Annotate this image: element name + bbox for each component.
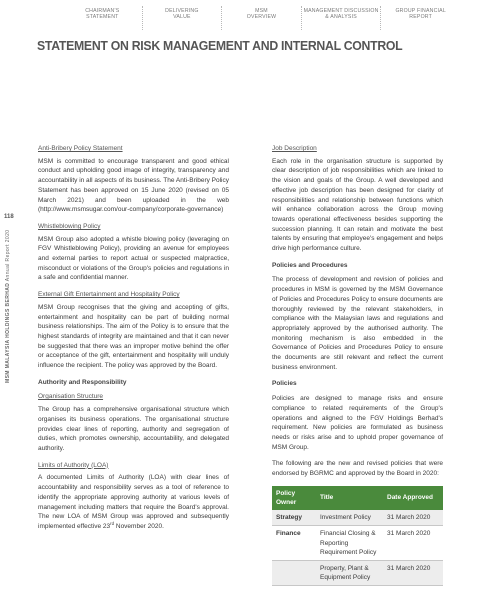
nav-item-line: MANAGEMENT DISCUSSION bbox=[303, 8, 379, 14]
column-header-title: Title bbox=[316, 486, 383, 510]
side-label-company: MSM MALAYSIA HOLDINGS BERHAD bbox=[5, 282, 11, 383]
policies-intro-text: The following are the new and revised policies that were endorsed by BGRMC and approved by the Board in 2020: bbox=[272, 460, 443, 478]
page-title: STATEMENT ON RISK MANAGEMENT AND INTERNAL CONTROL bbox=[37, 38, 403, 53]
loa-heading: Limits of Authority (LOA) bbox=[38, 461, 109, 469]
nav-item-management-discussion[interactable] bbox=[301, 6, 381, 30]
nav-item-line: REPORT bbox=[409, 14, 433, 21]
table-cell-owner: Finance bbox=[272, 526, 316, 561]
loa-text-tail: November 2020. bbox=[114, 522, 164, 530]
whistleblowing-heading: Whistleblowing Policy bbox=[38, 222, 101, 230]
loa-text-sup: rd bbox=[110, 520, 115, 526]
nav-item-line: & ANALYSIS bbox=[325, 14, 357, 21]
table-row bbox=[272, 526, 443, 561]
nav-item-group-financial-report[interactable] bbox=[380, 6, 460, 30]
column-header-date: Date Approved bbox=[383, 486, 443, 510]
nav-item-line: GROUP FINANCIAL bbox=[395, 8, 446, 14]
nav-item-line: CHAIRMAN'S bbox=[85, 8, 120, 14]
table-cell-date: 31 March 2020 bbox=[383, 561, 443, 586]
table-header-row bbox=[272, 486, 443, 510]
side-label bbox=[5, 230, 11, 383]
policies-procedures-heading: Policies and Procedures bbox=[272, 261, 348, 269]
nav-item-line: STATEMENT bbox=[86, 14, 119, 21]
anti-bribery-heading: Anti-Bribery Policy Statement bbox=[38, 145, 123, 152]
left-column bbox=[38, 144, 229, 539]
table-cell-owner: Strategy bbox=[272, 510, 316, 526]
entertainment-text: MSM Group recognises that the giving and accepting of gifts, entertainment and hospitality can be part of building normal business relationships. The aim of the Policy is to ensure that the highest standards of integrity are maintained and that it can never be suggested that there was an improper motive behind the offer or acceptance of the gift, entertainment and hospitality will unduly influence the recipient. The policy was approved by the Board. bbox=[38, 303, 229, 370]
table-cell-title: Investment Policy bbox=[316, 510, 383, 526]
table-cell-title: Property, Plant & Equipment Policy bbox=[316, 561, 383, 586]
organisation-structure-text: The Group has a comprehensive organisational structure which organises its business operations. The organisational structure provides clear lines of reporting, authority and segregation of duties, which promotes ownership, accountability, and delegated authority. bbox=[38, 406, 229, 452]
table-row bbox=[272, 510, 443, 526]
table-row bbox=[272, 561, 443, 586]
policies-heading: Policies bbox=[272, 380, 297, 388]
policies-text: Policies are designed to manage risks and ensure compliance to related requirements of the Group's operations and aligned to the FGV Holdings Berhad's requirement. New policies are formulated as business needs or risks arise and to uphold proper governance of MSM Group. bbox=[272, 395, 443, 451]
policies-table bbox=[272, 486, 443, 587]
column-header-owner: Policy Owner bbox=[272, 486, 316, 510]
nav-item-line: DELIVERING bbox=[165, 8, 199, 14]
nav-item-line: VALUE bbox=[173, 14, 191, 21]
nav-item-line: OVERVIEW bbox=[246, 14, 277, 21]
nav-item-msm-overview[interactable] bbox=[221, 6, 301, 30]
page-number: 118 bbox=[4, 214, 14, 220]
nav-item-chairmans-statement[interactable] bbox=[63, 6, 142, 30]
table-cell-owner bbox=[272, 561, 316, 586]
section-navigation bbox=[63, 6, 460, 30]
organisation-structure-heading: Organisation Structure bbox=[38, 393, 104, 401]
nav-item-line: MSM bbox=[255, 8, 268, 14]
loa-text-body: A documented Limits of Authority (LOA) with clear lines of accountability and responsibility serves as a tool of reference to identify the appropriate approving authority at various levels of management including matters that require the Board's approval. The new LOA of MSM Group was approved and subsequently implemented effective 23 bbox=[38, 474, 229, 530]
whistleblowing-text: MSM Group also adopted a whistle blowing policy (leveraging on FGV Whistleblowing Policy), providing an avenue for employees and external parties to report actual or suspected malpractice, misconduct or violations of the Group's policies and regulations in a safe and confidential manner. bbox=[38, 235, 229, 282]
table-cell-date: 31 March 2020 bbox=[383, 526, 443, 561]
job-description-heading: Job Description bbox=[272, 145, 317, 152]
authority-heading: Authority and Responsibility bbox=[38, 378, 127, 386]
entertainment-heading: External Gift Entertainment and Hospitality Policy bbox=[38, 291, 180, 299]
job-description-text: Each role in the organisation structure is supported by clear description of job responsibilities which are linked to the vision and goals of the Group. A well developed and effective job description has been designed for clarity of responsibilities and relationship between functions which will enhance collaboration across the Group moving towards operational effectiveness besides supporting the succession planning. It can retain and motivate the best talents by ensuring that employee's engagement and helps drive high performance culture. bbox=[272, 157, 443, 253]
nav-item-delivering-value[interactable] bbox=[142, 6, 222, 30]
policies-procedures-text: The process of development and revision of policies and procedures in MSM is governed by the MSM Governance of Policies and Procedures Policy to ensure documents are thoroughly reviewed by the relevant stakeholders, in compliance with the Malaysian laws and regulations and appropriately approved by the authorised authority. The monitoring mechanism is also embedded in the Governance of Policies and Procedures Policy to ensure the documents are still relevant and reflect the current business environment. bbox=[272, 276, 443, 371]
side-label-report: Annual Report 2020 bbox=[5, 229, 11, 282]
anti-bribery-text: MSM is committed to encourage transparent and good ethical conduct and upholding good image of integrity, transparency and accountability in all aspects of its business. The Anti-Bribery Policy Statement has been approved on 15 June 2020 (revised on 05 March 2021) and been uploaded in the web (http://www.msmsugar.com/our-company/corporate-governance) bbox=[38, 157, 229, 214]
table-cell-title: Financial Closing & Reporting Requirement Policy bbox=[316, 526, 383, 561]
loa-text bbox=[38, 473, 229, 531]
right-column bbox=[272, 144, 443, 586]
table-cell-date: 31 March 2020 bbox=[383, 510, 443, 526]
